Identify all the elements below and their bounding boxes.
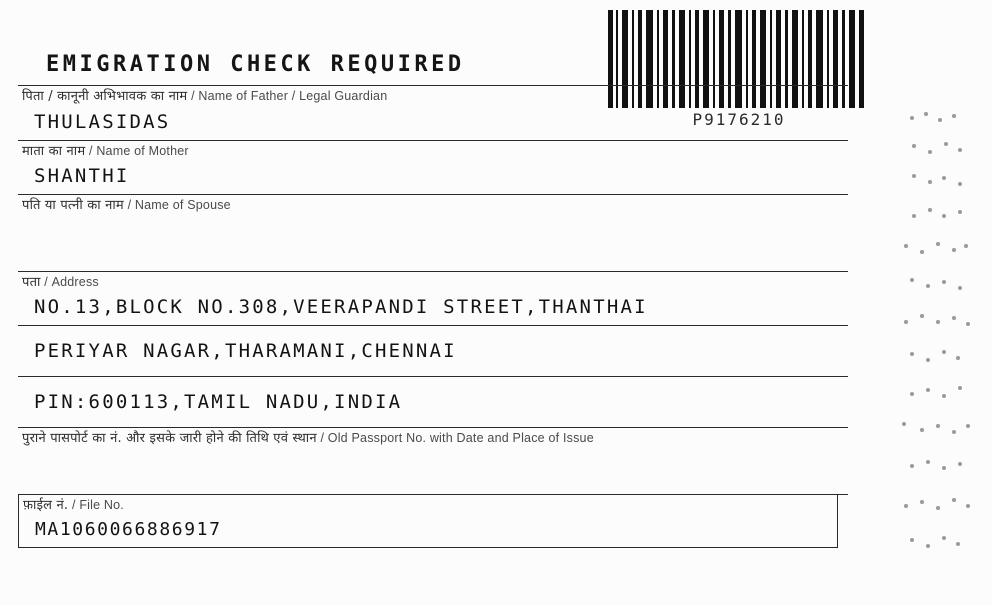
emigration-check-headline: EMIGRATION CHECK REQUIRED	[46, 52, 465, 77]
address-value-line-3: PIN:600113,TAMIL NADU,INDIA	[34, 391, 403, 414]
file-no-label	[19, 495, 837, 515]
address-label	[18, 272, 848, 292]
address-label-devanagari: पता	[22, 274, 41, 290]
old-passport-label-latin: / Old Passport No. with Date and Place of Issue	[320, 431, 594, 446]
old-passport-label-devanagari: पुराने पासपोर्ट का नं. और इसके जारी होने की तिथि एवं स्थान	[22, 431, 317, 447]
mother-name-label-devanagari: माता का नाम	[22, 143, 86, 159]
old-passport-label	[18, 428, 848, 448]
mother-name-label	[18, 141, 848, 161]
address-value-line-1: NO.13,BLOCK NO.308,VEERAPANDI STREET,THANTHAI	[34, 296, 648, 319]
father-name-label	[18, 86, 848, 106]
father-name-value: THULASIDAS	[34, 110, 171, 133]
spouse-name-value	[18, 215, 848, 271]
file-no-label-latin: / File No.	[71, 497, 124, 512]
perforated-passport-number	[898, 112, 978, 582]
father-name-label-latin: / Name of Father / Legal Guardian	[191, 89, 388, 103]
file-no-box	[18, 495, 838, 549]
father-name-label-devanagari: पिता / कानूनी अभिभावक का नाम	[22, 89, 188, 104]
mother-name-label-latin: / Name of Mother	[88, 143, 189, 158]
spouse-name-label-latin: / Name of Spouse	[127, 198, 231, 213]
address-value-line-2: PERIYAR NAGAR,THARAMANI,CHENNAI	[34, 340, 457, 363]
spouse-name-label-devanagari: पति या पत्नी का नाम	[22, 198, 124, 214]
address-label-latin: / Address	[44, 274, 99, 289]
mother-name-value: SHANTHI	[34, 165, 130, 188]
file-no-value: MA1060066886917	[35, 519, 222, 541]
old-passport-value	[18, 448, 848, 494]
barcode-number: P9176210	[692, 110, 786, 129]
file-no-label-devanagari: फ़ाईल नं.	[23, 497, 69, 513]
spouse-name-label	[18, 195, 848, 215]
passport-fields	[18, 52, 848, 548]
